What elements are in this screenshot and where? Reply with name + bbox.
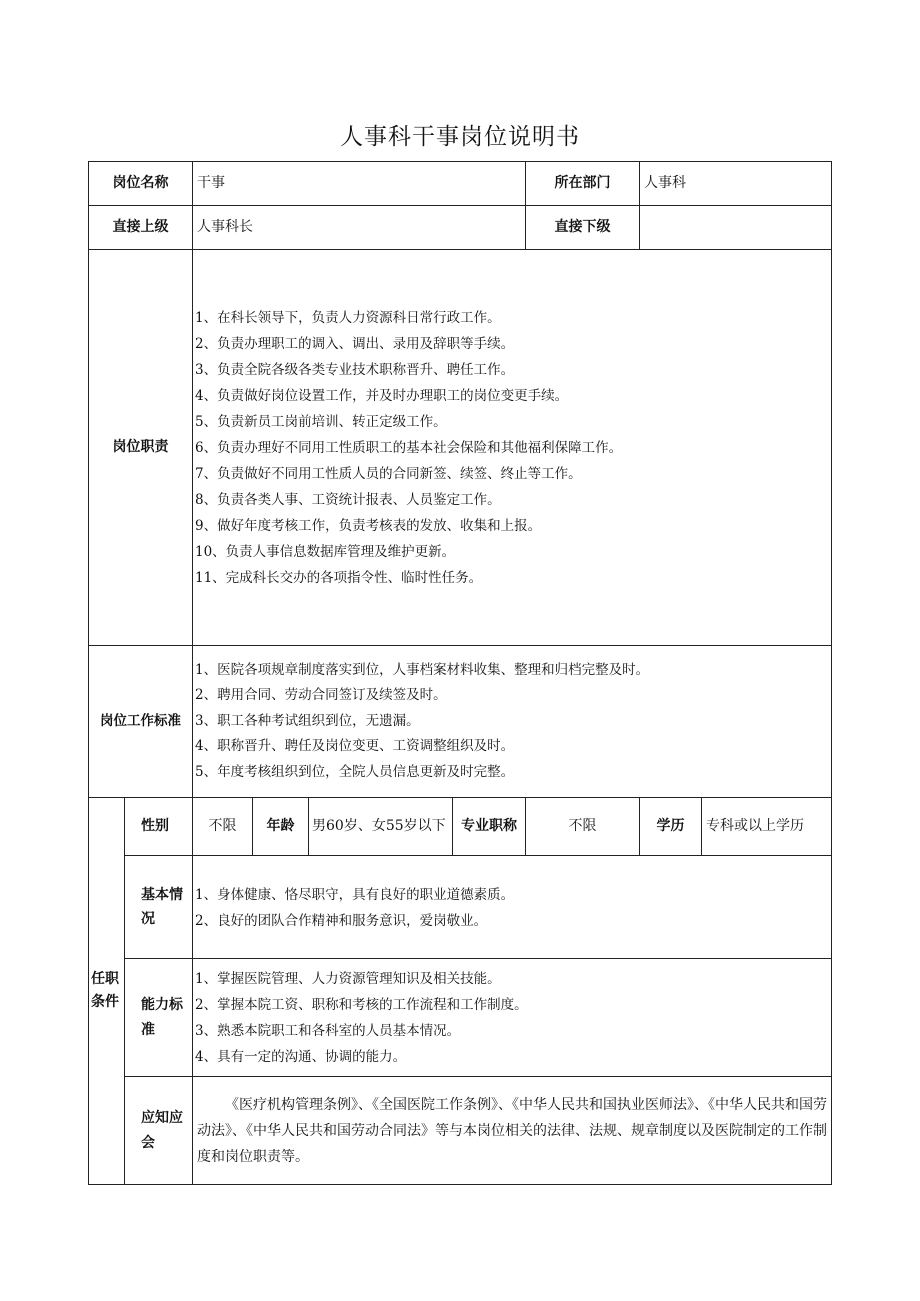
page-title: 人事科干事岗位说明书 [340, 124, 580, 150]
list-item: 6、负责办理好不同用工性质职工的基本社会保险和其他福利保障工作。 [195, 439, 623, 456]
ability-content [193, 959, 832, 1077]
list-item: 1、医院各项规章制度落实到位，人事档案材料收集、整理和归档完整及时。 [195, 661, 650, 678]
requirements-attributes-row [89, 798, 832, 856]
list-item: 1、身体健康、恪尽职守，具有良好的职业道德素质。 [195, 887, 515, 903]
education-value: 专科或以上学历 [702, 798, 832, 856]
gender-value: 不限 [193, 798, 253, 856]
subordinate-value [640, 206, 832, 250]
position-row [89, 162, 832, 206]
duties-list [193, 299, 831, 597]
list-item: 8、负责各类人事、工资统计报表、人员鉴定工作。 [195, 491, 501, 508]
list-item: 11、完成科长交办的各项指令性、临时性任务。 [195, 569, 483, 586]
reporting-row [89, 206, 832, 250]
title-label: 专业职称 [453, 798, 526, 856]
department-value: 人事科 [640, 162, 832, 206]
ability-list [193, 966, 831, 1070]
superior-value: 人事科长 [193, 206, 526, 250]
duties-row [89, 250, 832, 646]
education-label: 学历 [640, 798, 702, 856]
list-item: 2、聘用合同、劳动合同签订及续签及时。 [195, 687, 447, 704]
gender-label: 性别 [125, 798, 193, 856]
requirements-label: 任职条件 [89, 798, 125, 1185]
age-value: 男60岁、女55岁以下 [309, 798, 453, 856]
basic-situation-row [89, 856, 832, 959]
duties-content [193, 250, 832, 646]
knowledge-row [89, 1077, 832, 1185]
list-item: 4、职称晋升、聘任及岗位变更、工资调整组织及时。 [195, 738, 515, 755]
position-name-value: 干事 [193, 162, 526, 206]
duties-label: 岗位职责 [89, 250, 193, 646]
basic-content [193, 856, 832, 959]
standards-row [89, 646, 832, 798]
ability-label: 能力标准 [125, 959, 193, 1077]
list-item: 1、掌握医院管理、人力资源管理知识及相关技能。 [195, 970, 501, 987]
position-name-label: 岗位名称 [89, 162, 193, 206]
knowledge-text: 《医疗机构管理条例》、《全国医院工作条例》、《中华人民共和国执业医师法》、《中华人民共和国劳动法》、《中华人民共和国劳动合同法》等与本岗位相关的法律、法规、规章制度以及医院制定的工作制度和岗位职责等。 [193, 1077, 832, 1185]
list-item: 3、负责全院各级各类专业技术职称晋升、聘任工作。 [195, 361, 515, 378]
knowledge-label: 应知应会 [125, 1077, 193, 1185]
list-item: 2、负责办理职工的调入、调出、录用及辞职等手续。 [195, 335, 515, 352]
ability-row [89, 959, 832, 1077]
list-item: 3、熟悉本院职工和各科室的人员基本情况。 [195, 1022, 461, 1039]
basic-label: 基本情况 [125, 856, 193, 959]
standards-label: 岗位工作标准 [89, 646, 193, 798]
department-label: 所在部门 [526, 162, 640, 206]
list-item: 5、负责新员工岗前培训、转正定级工作。 [195, 413, 447, 430]
age-label: 年龄 [253, 798, 309, 856]
list-item: 3、职工各种考试组织到位，无遗漏。 [195, 712, 420, 729]
list-item: 7、负责做好不同用工性质人员的合同新签、续签、终止等工作。 [195, 465, 582, 482]
list-item: 4、负责做好岗位设置工作，并及时办理职工的岗位变更手续。 [195, 387, 569, 404]
list-item: 10、负责人事信息数据库管理及维护更新。 [195, 543, 456, 560]
job-description-table [88, 161, 832, 1185]
subordinate-label: 直接下级 [526, 206, 640, 250]
basic-list [193, 882, 831, 934]
standards-list [193, 658, 831, 786]
list-item: 2、良好的团队合作精神和服务意识，爱岗敬业。 [195, 913, 488, 929]
list-item: 4、具有一定的沟通、协调的能力。 [195, 1048, 407, 1065]
superior-label: 直接上级 [89, 206, 193, 250]
title-value: 不限 [526, 798, 640, 856]
list-item: 5、年度考核组织到位，全院人员信息更新及时完整。 [195, 763, 515, 780]
list-item: 9、做好年度考核工作，负责考核表的发放、收集和上报。 [195, 517, 542, 534]
list-item: 1、在科长领导下，负责人力资源科日常行政工作。 [195, 309, 501, 326]
list-item: 2、掌握本院工资、职称和考核的工作流程和工作制度。 [195, 996, 528, 1013]
standards-content [193, 646, 832, 798]
